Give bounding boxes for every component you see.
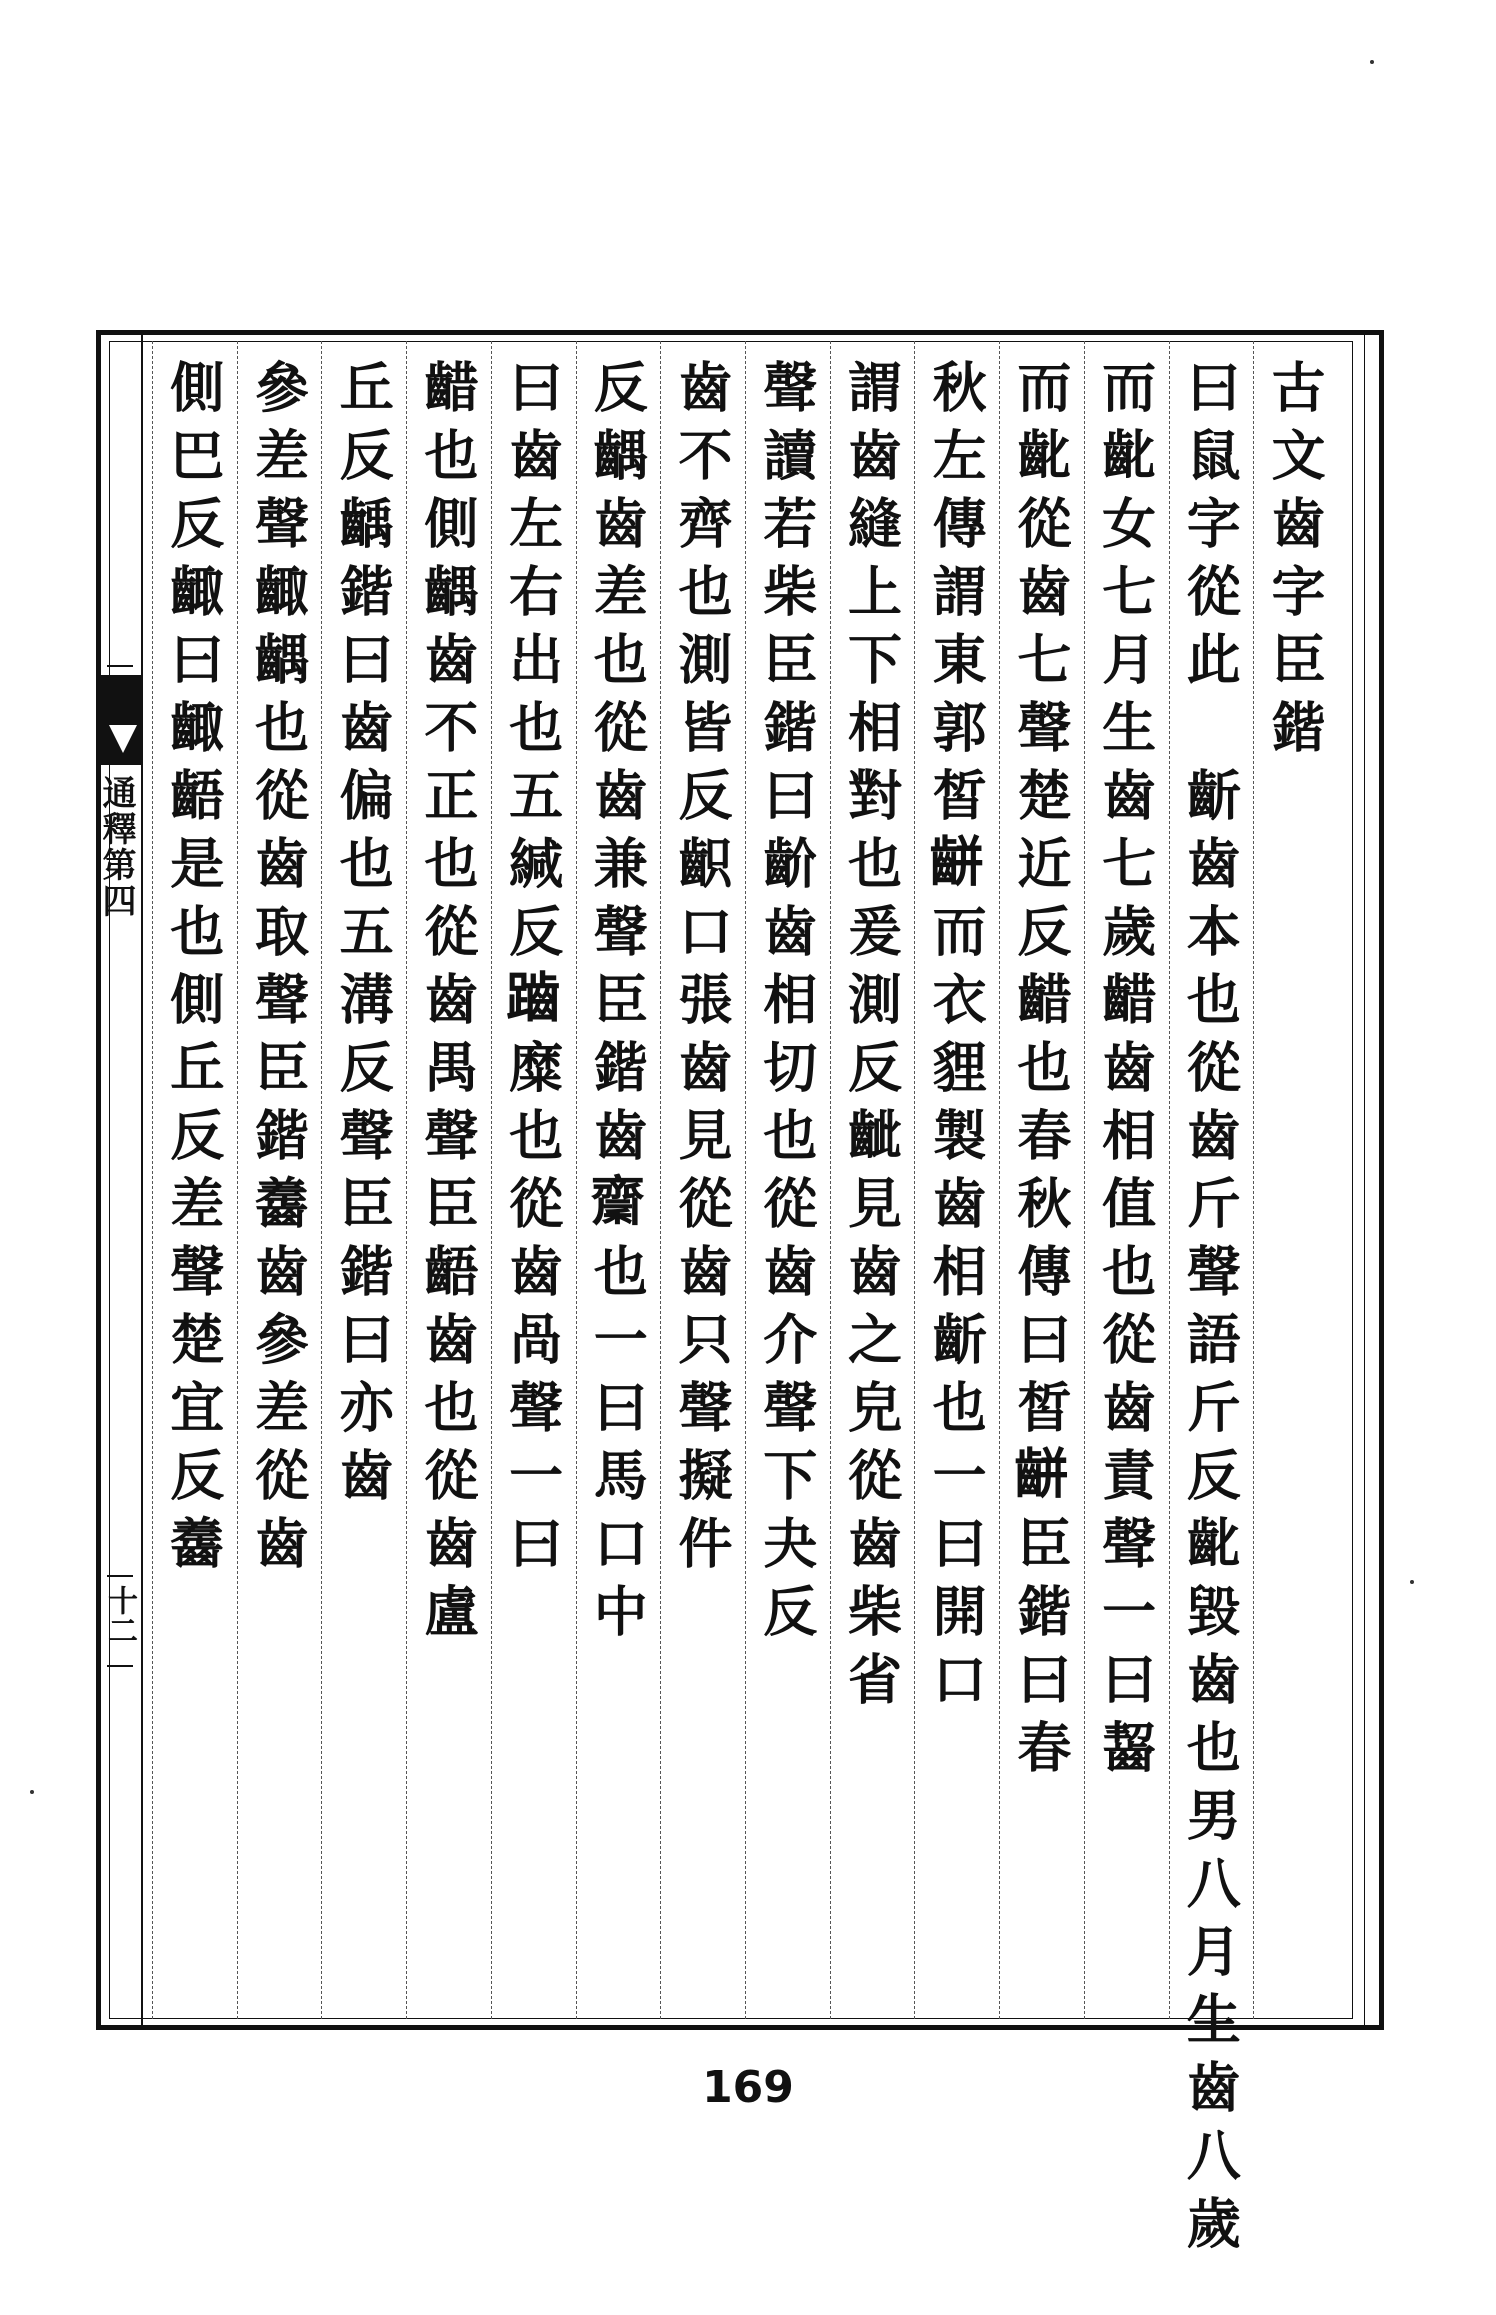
fishtail-ornament bbox=[101, 675, 141, 765]
text-column bbox=[576, 341, 662, 2019]
banxin-rule bbox=[107, 1575, 133, 1577]
text-column bbox=[491, 341, 577, 2019]
banxin-title: 通釋第四 bbox=[96, 775, 136, 919]
column-text: 反齵齒差也從齒兼聲臣鍇齒𪗉也一曰馬口中 bbox=[585, 359, 650, 1651]
column-text: 參差聲齱齵也從齒取聲臣鍇齹齒參差從齒 bbox=[246, 359, 311, 1583]
banxin-rule bbox=[107, 665, 133, 667]
column-text: 齒不齊也測皆反齞口張齒見從齒只聲擬件 bbox=[670, 359, 734, 1583]
speck bbox=[30, 1790, 34, 1794]
text-column bbox=[830, 341, 916, 2019]
page-number: 169 bbox=[702, 2062, 794, 2113]
column-text: 曰鼠字從此 齗齒本也從齒斤聲語斤反齔毀齒也男八月生齒八歲 bbox=[1178, 359, 1243, 2263]
banxin-folio: 十二 bbox=[102, 1585, 137, 1645]
text-column bbox=[152, 341, 238, 2019]
speck bbox=[1410, 1580, 1414, 1584]
speck bbox=[1370, 60, 1374, 64]
text-column bbox=[914, 341, 1000, 2019]
text-column bbox=[999, 341, 1085, 2019]
column-text: 曰齒左右出也五緘反𪘏糜也從齒咼聲一曰 bbox=[500, 359, 565, 1583]
text-column bbox=[1253, 341, 1339, 2019]
text-column bbox=[1169, 341, 1255, 2263]
column-text: 側巴反齱曰齱齬是也側丘反差聲楚宜反齹 bbox=[161, 359, 226, 1583]
text-column bbox=[237, 341, 323, 2019]
column-text: 丘反齲鍇曰齒偏也五溝反聲臣鍇曰亦齒 bbox=[331, 359, 396, 1515]
column-text: 謂齒縫上下相對也爰測反齜見齒之皃從齒柴省 bbox=[839, 359, 904, 1719]
column-text: 而齔從齒七聲楚近反齰也春秋傳曰皙𪘀臣鍇曰春 bbox=[1008, 359, 1073, 1787]
column-text: 古文齒字臣鍇 bbox=[1263, 359, 1327, 767]
text-column bbox=[660, 341, 746, 2019]
text-column bbox=[321, 341, 407, 2019]
column-text: 聲讀若柴臣鍇曰齘齒相切也從齒介聲下夬反 bbox=[754, 359, 819, 1651]
column-text: 秋左傳謂東郭皙𪘀而衣貍製齒相齗也一曰開口 bbox=[924, 359, 989, 1719]
text-column bbox=[406, 341, 492, 2019]
column-text: 而齔女七月生齒七歲齰齒相值也從齒責聲一曰齧 bbox=[1093, 359, 1158, 1787]
banxin-rule bbox=[107, 1665, 133, 1667]
banxin-strip bbox=[96, 335, 143, 2025]
right-rule bbox=[1364, 335, 1366, 2025]
column-text: 齰也側齵齒不正也從齒禺聲臣齬齒也從齒盧 bbox=[415, 359, 480, 1651]
text-column bbox=[1084, 341, 1170, 2019]
text-column bbox=[745, 341, 831, 2019]
